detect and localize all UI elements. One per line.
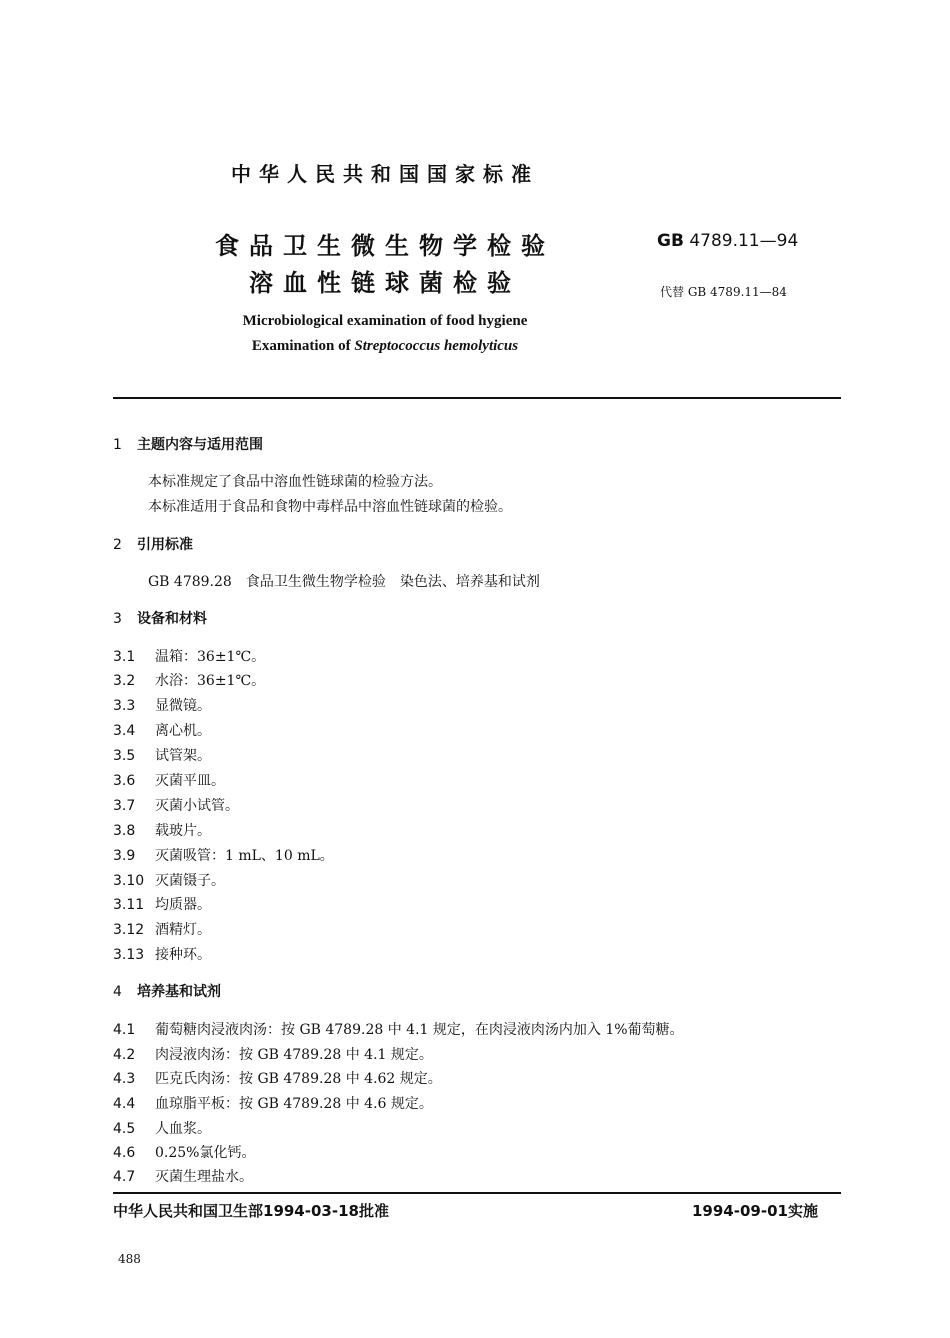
- approval-line: 中华人民共和国卫生部1994-03-18批准: [113, 1202, 389, 1220]
- item-number: 3.4: [113, 723, 136, 739]
- item-text: 血琼脂平板：按 GB 4789.28 中 4.6 规定。: [155, 1096, 433, 1112]
- list-item: [113, 1142, 255, 1162]
- item-text: 肉浸液肉汤：按 GB 4789.28 中 4.1 规定。: [155, 1047, 433, 1063]
- english-title-prefix: Examination of: [251, 338, 355, 354]
- item-text: 显微镜。: [155, 698, 211, 714]
- section-title: 引用标准: [137, 537, 193, 553]
- item-text: 灭菌小试管。: [155, 798, 239, 814]
- item-number: 4.3: [113, 1071, 136, 1087]
- paragraph: 本标准适用于食品和食物中毒样品中溶血性链球菌的检验。: [148, 499, 512, 515]
- item-text: 葡萄糖肉浸液肉汤：按 GB 4789.28 中 4.1 规定，在肉浸液肉汤内加入 1%葡萄糖。: [155, 1022, 684, 1038]
- english-title-line2: [0, 338, 770, 355]
- list-item: [113, 870, 225, 890]
- replaces-standard: 代替 GB 4789.11—84: [660, 285, 787, 299]
- item-text: 水浴：36±1℃。: [155, 673, 266, 689]
- document-title-line2: 溶血性链球菌检验: [249, 269, 521, 297]
- item-number: 3.1: [113, 649, 136, 665]
- section-title: 主题内容与适用范围: [137, 437, 263, 453]
- section-title: 设备和材料: [137, 611, 207, 627]
- standard-number: 4789.11—94: [689, 231, 799, 251]
- effective-date: 1994-09-01实施: [692, 1202, 818, 1220]
- list-item: [113, 695, 211, 715]
- item-number: 3.11: [113, 897, 145, 913]
- item-number: 3.7: [113, 798, 136, 814]
- footer-divider: [113, 1192, 841, 1194]
- list-item: [113, 820, 211, 840]
- item-text: 人血浆。: [155, 1121, 211, 1137]
- section-number: 3: [113, 611, 122, 627]
- standard-code: [657, 231, 798, 251]
- section-number: 1: [113, 437, 122, 453]
- list-item: [113, 1166, 253, 1186]
- item-text: 酒精灯。: [155, 922, 211, 938]
- item-number: 3.6: [113, 773, 136, 789]
- item-text: 匹克氏肉汤：按 GB 4789.28 中 4.62 规定。: [155, 1071, 442, 1087]
- item-text: 温箱：36±1℃。: [155, 649, 266, 665]
- item-text: 灭菌平皿。: [155, 773, 225, 789]
- section-number: 4: [113, 984, 122, 1000]
- list-item: [113, 720, 211, 740]
- page-number: 488: [118, 1252, 141, 1266]
- item-number: 4.5: [113, 1121, 136, 1137]
- list-item: [113, 670, 265, 690]
- item-number: 4.4: [113, 1096, 136, 1112]
- list-item: [113, 646, 265, 666]
- paragraph: GB 4789.28 食品卫生微生物学检验 染色法、培养基和试剂: [148, 574, 540, 590]
- item-text: 均质器。: [155, 897, 211, 913]
- item-number: 3.9: [113, 848, 136, 864]
- list-item: [113, 795, 239, 815]
- item-number: 4.6: [113, 1145, 136, 1161]
- document-title-line1: 食品卫生微生物学检验: [215, 232, 555, 260]
- item-number: 3.5: [113, 748, 136, 764]
- item-text: 灭菌镊子。: [155, 873, 225, 889]
- item-text: 试管架。: [155, 748, 211, 764]
- list-item: [113, 1093, 433, 1113]
- item-number: 3.2: [113, 673, 136, 689]
- list-item: [113, 894, 211, 914]
- section-heading: [113, 534, 193, 554]
- item-number: 3.12: [113, 922, 145, 938]
- item-text: 0.25%氯化钙。: [155, 1145, 256, 1161]
- list-item: [113, 770, 225, 790]
- item-text: 载玻片。: [155, 823, 211, 839]
- paragraph: 本标准规定了食品中溶血性链球菌的检验方法。: [148, 474, 442, 490]
- standard-prefix: GB: [657, 231, 684, 251]
- national-standard-title: 中华人民共和国国家标准: [231, 162, 539, 186]
- section-number: 2: [113, 537, 122, 553]
- list-item: [113, 745, 211, 765]
- section-heading: [113, 434, 263, 454]
- item-number: 4.2: [113, 1047, 136, 1063]
- list-item: [113, 845, 334, 865]
- header-divider: [113, 397, 841, 399]
- section-heading: [113, 608, 207, 628]
- list-item: [113, 1068, 442, 1088]
- item-text: 灭菌生理盐水。: [155, 1169, 253, 1185]
- list-item: [113, 1044, 433, 1064]
- item-text: 接种环。: [155, 947, 211, 963]
- section-title: 培养基和试剂: [137, 984, 221, 1000]
- item-number: 3.10: [113, 873, 145, 889]
- english-title-italic: Streptococcus hemolyticus: [354, 338, 519, 354]
- item-number: 3.8: [113, 823, 136, 839]
- list-item: [113, 1019, 684, 1039]
- english-title-line1: Microbiological examination of food hygiene: [242, 313, 528, 329]
- item-text: 灭菌吸管：1 mL、10 mL。: [155, 848, 334, 864]
- list-item: [113, 919, 211, 939]
- item-text: 离心机。: [155, 723, 211, 739]
- item-number: 3.13: [113, 947, 145, 963]
- list-item: [113, 1118, 211, 1138]
- item-number: 4.1: [113, 1022, 136, 1038]
- item-number: 4.7: [113, 1169, 136, 1185]
- section-heading: [113, 981, 221, 1001]
- list-item: [113, 944, 211, 964]
- item-number: 3.3: [113, 698, 136, 714]
